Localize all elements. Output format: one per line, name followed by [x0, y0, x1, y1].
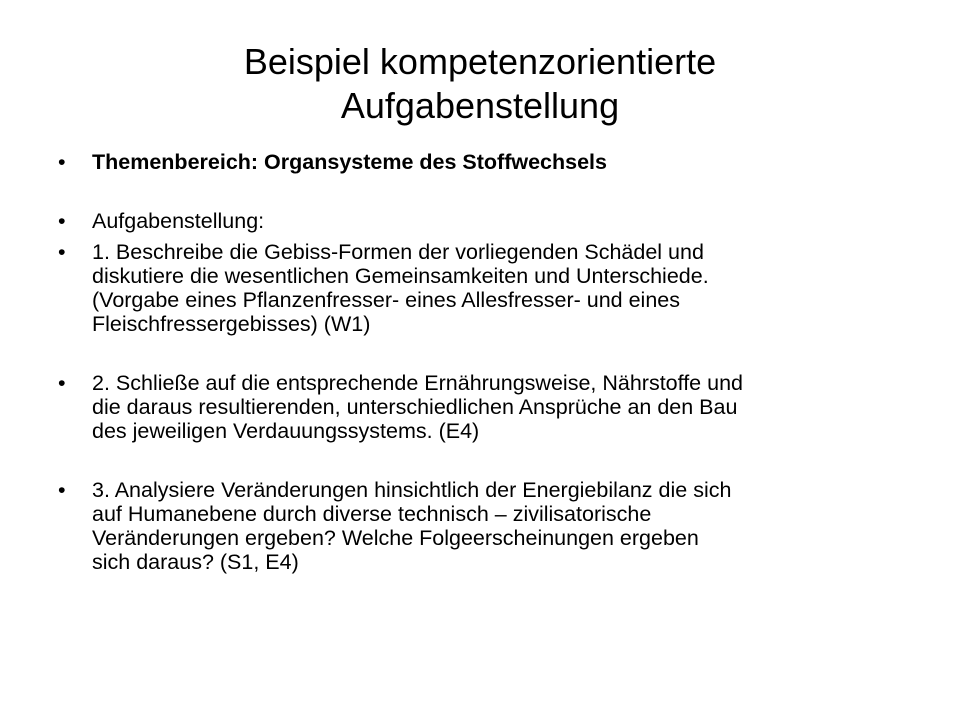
text-line: 1. Beschreibe die Gebiss-Formen der vorliegenden Schädel und — [92, 240, 704, 264]
bullet-task-3 — [58, 478, 918, 574]
bullet-dot: • — [58, 371, 66, 395]
bullet-task-2-text — [92, 371, 918, 443]
text-line: 3. Analysiere Veränderungen hinsichtlich der Energiebilanz die sich — [92, 478, 732, 502]
text-line: des jeweiligen Verdauungssystems. (E4) — [92, 419, 480, 443]
slide-title — [120, 40, 840, 128]
bullet-topic-text — [92, 150, 918, 174]
text-line: auf Humanebene durch diverse technisch – zivilisatorische — [92, 502, 652, 526]
bullet-dot: • — [58, 209, 66, 233]
text-line: Themenbereich: Organsysteme des Stoffwechsels — [92, 150, 607, 174]
bullet-task-heading-text — [92, 209, 918, 233]
text-line: diskutiere die wesentlichen Gemeinsamkeiten und Unterschiede. — [92, 264, 709, 288]
text-line: 2. Schließe auf die entsprechende Ernährungsweise, Nährstoffe und — [92, 371, 743, 395]
bullet-task-3-text — [92, 478, 918, 574]
bullet-task-heading — [58, 209, 918, 233]
bullet-list — [58, 150, 918, 574]
text-line: Veränderungen ergeben? Welche Folgeerscheinungen ergeben — [92, 526, 699, 550]
bullet-task-1-text — [92, 240, 918, 336]
bullet-dot: • — [58, 478, 66, 502]
slide-title-line-1: Beispiel kompetenzorientierte — [243, 41, 717, 82]
text-line: (Vorgabe eines Pflanzenfresser- eines Allesfresser- und eines — [92, 288, 680, 312]
bullet-dot: • — [58, 150, 66, 174]
bullet-topic — [58, 150, 918, 174]
text-line: sich daraus? (S1, E4) — [92, 550, 299, 574]
bullet-dot: • — [58, 240, 66, 264]
bullet-task-1 — [58, 240, 918, 336]
bullet-task-2 — [58, 371, 918, 443]
slide-title-line-2: Aufgabenstellung — [340, 85, 620, 126]
text-line: Aufgabenstellung: — [92, 209, 265, 233]
text-line: die daraus resultierenden, unterschiedlichen Ansprüche an den Bau — [92, 395, 738, 419]
text-line: Fleischfressergebisses) (W1) — [92, 312, 371, 336]
